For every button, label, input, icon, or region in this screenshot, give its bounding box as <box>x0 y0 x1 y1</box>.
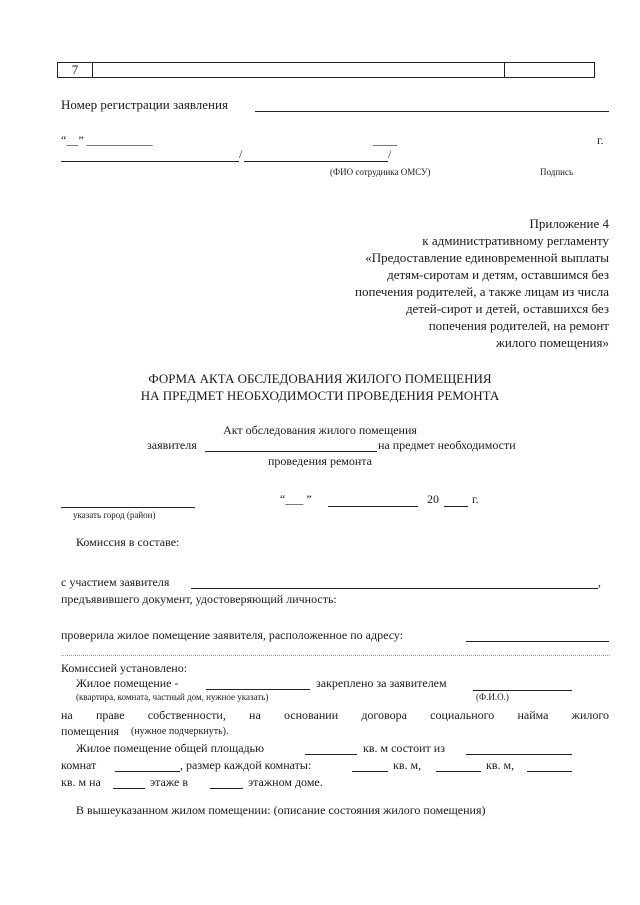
form-title <box>0 370 640 404</box>
established-title: Комиссией установлено: <box>61 661 188 675</box>
sqm-label: кв. м, <box>486 758 515 772</box>
registration-number-field[interactable] <box>255 111 609 112</box>
top-table-row <box>57 62 595 78</box>
date-blank: ____ <box>373 133 397 147</box>
act-applicant-label: заявителя <box>147 438 197 452</box>
participation-line2: предъявившего документ, удостоверяющий личность: <box>61 592 337 606</box>
ownership-word: на <box>249 708 261 722</box>
form-title-line: НА ПРЕДМЕТ НЕОБХОДИМОСТИ ПРОВЕДЕНИЯ РЕМОНТА <box>140 388 500 403</box>
total-area-field[interactable] <box>305 754 357 755</box>
assigned-label: закреплено за заявителем <box>316 676 447 690</box>
commission-label: Комиссия в составе: <box>76 535 180 549</box>
appendix-line: попечения родителей, а также лицам из числа <box>355 284 609 299</box>
appendix-line: Приложение 4 <box>529 216 609 231</box>
room-size-field-3[interactable] <box>527 771 572 772</box>
ownership-word: собственности, <box>147 708 226 722</box>
city-caption: указать город (район) <box>73 510 156 520</box>
city-field[interactable] <box>61 507 195 508</box>
room-size-label: , размер каждой комнаты: <box>180 758 312 772</box>
appendix-line: к административному регламенту <box>422 233 609 248</box>
act-year-suffix: г. <box>472 492 479 506</box>
ownership-line <box>61 708 609 723</box>
area-label: Жилое помещение общей площадью <box>76 741 265 755</box>
checked-label: проверила жилое помещение заявителя, расположенное по адресу: <box>61 628 404 642</box>
act-title-line: проведения ремонта <box>267 454 373 468</box>
participation-label: с участием заявителя <box>61 575 170 589</box>
ownership-word: основании <box>283 708 339 722</box>
address-continuation-field[interactable] <box>61 655 610 656</box>
act-year-prefix: 20 <box>427 492 439 506</box>
date-year-suffix: г. <box>597 133 604 147</box>
premise-type-caption: (квартира, комната, частный дом, нужное указать) <box>76 692 269 702</box>
appendix-line: детей-сирот и детей, оставшихся без <box>405 301 609 316</box>
ownership-word: найма <box>517 708 549 722</box>
act-year-field[interactable] <box>444 506 468 507</box>
underline-note: (нужное подчеркнуть). <box>131 726 229 737</box>
ownership-word: жилого <box>571 708 609 722</box>
date-quote: “__” ___________ <box>61 133 153 147</box>
room-size-field-1[interactable] <box>352 771 388 772</box>
applicant-name-field[interactable] <box>205 451 377 452</box>
appendix-line: «Предоставление единовременной выплаты <box>365 250 609 265</box>
rooms-label: комнат <box>61 758 97 772</box>
description-label: В вышеуказанном жилом помещении: (описание состояния жилого помещения) <box>76 803 486 817</box>
form-title-line: ФОРМА АКТА ОБСЛЕДОВАНИЯ ЖИЛОГО ПОМЕЩЕНИЯ <box>148 371 492 386</box>
ownership-word: праве <box>95 708 125 722</box>
participant-field[interactable] <box>191 588 598 589</box>
building-floors-field[interactable] <box>210 788 243 789</box>
employee-date-field[interactable] <box>61 161 239 162</box>
ownership-word: социального <box>430 708 495 722</box>
employee-fio-field[interactable] <box>244 161 388 162</box>
floor-label: этаже в <box>150 775 188 789</box>
premises-label: помещения <box>61 724 120 738</box>
act-title-line: Акт обследования жилого помещения <box>223 423 417 437</box>
appendix-line: детям-сиротам и детям, оставшимся без <box>387 267 609 282</box>
owner-name-field[interactable] <box>473 690 572 691</box>
room-size-field-2[interactable] <box>436 771 481 772</box>
rooms-field[interactable] <box>115 771 180 772</box>
building-label: этажном доме. <box>248 775 323 789</box>
sqm-label: кв. м, <box>393 758 422 772</box>
slash-separator: / <box>388 147 392 161</box>
fio-caption: (ФИО сотрудника ОМСУ) <box>330 167 431 177</box>
address-field[interactable] <box>466 641 609 642</box>
appendix-block <box>355 215 609 351</box>
sign-caption: Подпись <box>540 167 574 177</box>
table-cell-divider <box>504 63 505 77</box>
floor-sqm-label: кв. м на <box>61 775 101 789</box>
floor-field[interactable] <box>113 788 145 789</box>
consists-label: кв. м состоит из <box>363 741 445 755</box>
owner-name-caption: (Ф.И.О.) <box>476 692 509 702</box>
slash-separator: / <box>239 147 243 161</box>
act-month-field[interactable] <box>328 506 418 507</box>
appendix-line: попечения родителей, на ремонт <box>428 318 609 333</box>
ownership-word: договора <box>361 708 407 722</box>
row-number-cell: 7 <box>58 63 93 77</box>
premise-type-field[interactable] <box>206 689 310 690</box>
act-date-quote: “___ ” <box>280 492 312 506</box>
ownership-word: на <box>61 708 73 722</box>
premise-label: Жилое помещение - <box>76 676 179 690</box>
participation-comma: , <box>598 575 601 589</box>
appendix-line: жилого помещения» <box>495 335 609 350</box>
registration-label: Номер регистрации заявления <box>61 97 228 112</box>
act-purpose-label: на предмет необходимости <box>378 438 516 452</box>
rooms-count-field[interactable] <box>466 754 572 755</box>
